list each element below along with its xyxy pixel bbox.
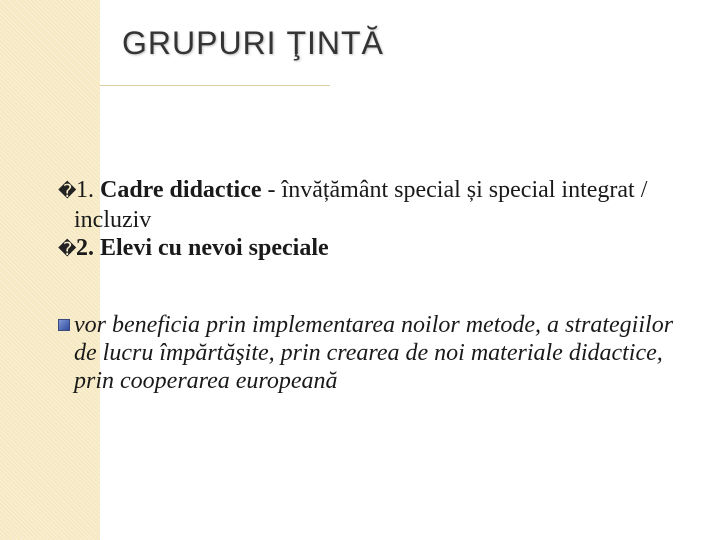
sub-point [58, 311, 698, 395]
checkbox-bullet-icon [58, 319, 70, 331]
missing-glyph-icon: � [58, 181, 77, 202]
item-rest-text: - învățământ special și special integrat / incluziv [74, 177, 648, 233]
item-number: 2. [76, 235, 94, 261]
missing-glyph-icon: � [58, 239, 77, 260]
list-item-elevi [58, 234, 698, 264]
title-underline [100, 85, 330, 86]
item-bold-text: Cadre didactice [100, 177, 262, 203]
sub-point-text: vor beneficia prin implementarea noilor metode, a strategiilor de lucru împărtăşite, prin crearea de noi materiale didactice, prin cooperarea europeană [74, 312, 674, 394]
slide-title: GRUPURI ŢINTĂ [122, 25, 384, 61]
item-bold-text: Elevi cu nevoi speciale [100, 235, 329, 261]
slide-content [58, 176, 698, 264]
item-number: 1. [76, 177, 94, 203]
list-item-cadre [58, 176, 698, 234]
decorative-side-strip [0, 0, 100, 540]
